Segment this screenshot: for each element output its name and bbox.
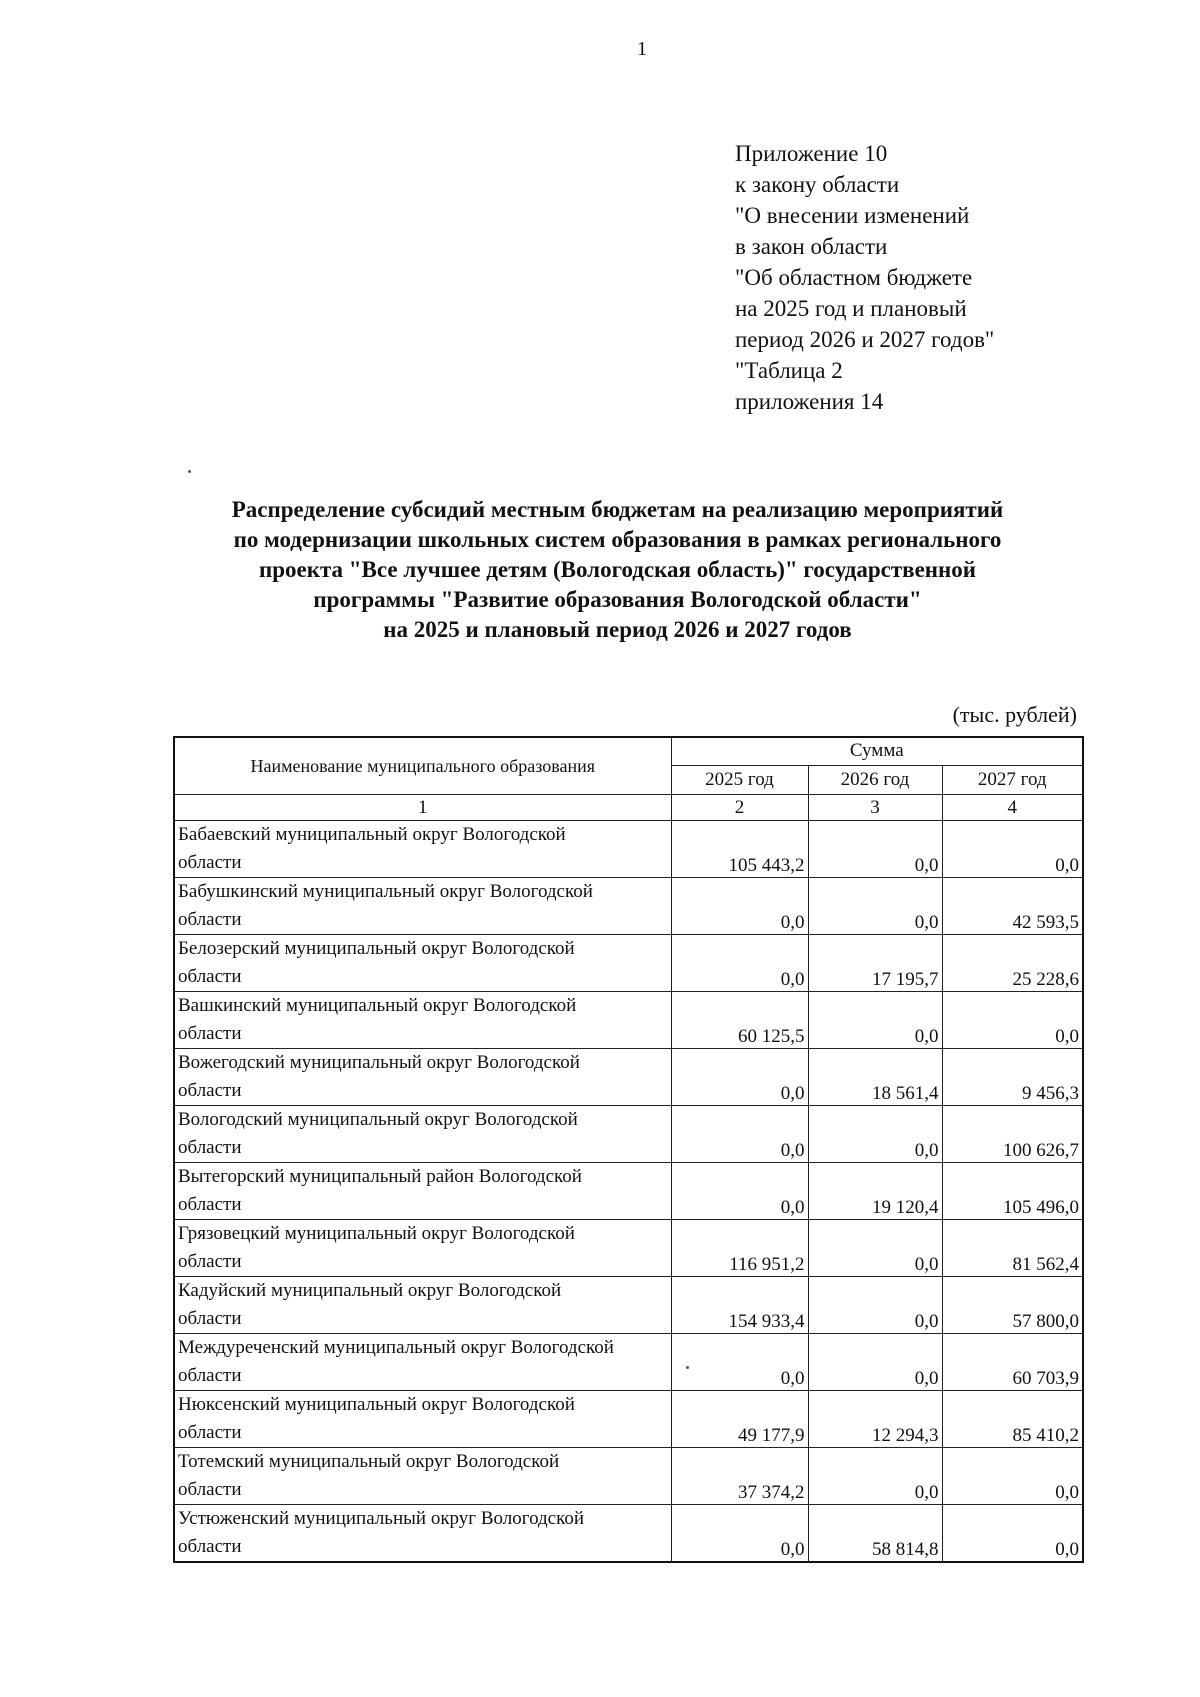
amount-2026: 19 120,4 bbox=[808, 1163, 942, 1220]
amount-2025: 105 443,2 bbox=[671, 821, 808, 878]
municipality-name-line: Белозерский муниципальный округ Вологодской bbox=[178, 938, 575, 959]
amount-2025: 0,0 bbox=[671, 935, 808, 992]
amount-2027: 60 703,9 bbox=[942, 1334, 1083, 1391]
municipality-name-line: области bbox=[178, 1194, 242, 1215]
amount-2026: 0,0 bbox=[808, 992, 942, 1049]
amount-2025: 0,0 bbox=[671, 1163, 808, 1220]
municipality-name bbox=[174, 878, 671, 935]
municipality-name-line: области bbox=[178, 1536, 242, 1557]
municipality-name bbox=[174, 1049, 671, 1106]
amount-2026: 0,0 bbox=[808, 1220, 942, 1277]
amount-2025: 0,0 bbox=[671, 1049, 808, 1106]
table-row bbox=[174, 1448, 1083, 1505]
amount-2025: 0,0 bbox=[671, 1106, 808, 1163]
sum-column-header: Сумма bbox=[671, 737, 1083, 765]
table-row bbox=[174, 878, 1083, 935]
municipality-name-line: области bbox=[178, 1422, 242, 1443]
appendix-line: к закону области bbox=[735, 172, 900, 197]
document-title bbox=[150, 495, 1085, 645]
amount-2026: 0,0 bbox=[808, 1277, 942, 1334]
municipality-name bbox=[174, 992, 671, 1049]
year-2025-header: 2025 год bbox=[671, 765, 808, 794]
title-line: на 2025 и плановый период 2026 и 2027 годов bbox=[383, 617, 852, 642]
table-row bbox=[174, 1049, 1083, 1106]
subsidy-table bbox=[173, 736, 1084, 1563]
table-row bbox=[174, 1220, 1083, 1277]
amount-2027: 0,0 bbox=[942, 1448, 1083, 1505]
column-number: 3 bbox=[808, 795, 942, 821]
municipality-name bbox=[174, 821, 671, 878]
amount-2026: 12 294,3 bbox=[808, 1391, 942, 1448]
amount-2027: 42 593,5 bbox=[942, 878, 1083, 935]
amount-2027: 105 496,0 bbox=[942, 1163, 1083, 1220]
amount-2027: 0,0 bbox=[942, 1505, 1083, 1563]
amount-2026: 0,0 bbox=[808, 1334, 942, 1391]
municipality-name bbox=[174, 1505, 671, 1563]
municipality-name-line: Вологодский муниципальный округ Вологодской bbox=[178, 1109, 578, 1130]
appendix-line: период 2026 и 2027 годов" bbox=[735, 327, 995, 352]
municipality-name-line: Междуреченский муниципальный округ Вологодской bbox=[178, 1337, 614, 1358]
amount-2025: 60 125,5 bbox=[671, 992, 808, 1049]
table-row bbox=[174, 821, 1083, 878]
amount-2026: 0,0 bbox=[808, 821, 942, 878]
amount-2027: 25 228,6 bbox=[942, 935, 1083, 992]
title-line: проекта "Все лучшее детям (Вологодская область)" государственной bbox=[258, 557, 977, 582]
amount-2027: 81 562,4 bbox=[942, 1220, 1083, 1277]
municipality-name-line: области bbox=[178, 1365, 242, 1386]
appendix-line: приложения 14 bbox=[735, 389, 884, 414]
table-row bbox=[174, 1334, 1083, 1391]
municipality-name-line: области bbox=[178, 966, 242, 987]
municipality-name-line: Вытегорский муниципальный район Вологодской bbox=[178, 1166, 582, 1187]
amount-2027: 9 456,3 bbox=[942, 1049, 1083, 1106]
municipality-name-line: области bbox=[178, 852, 242, 873]
amount-2027: 100 626,7 bbox=[942, 1106, 1083, 1163]
municipality-name-line: Грязовецкий муниципальный округ Вологодской bbox=[178, 1223, 575, 1244]
amount-2025: 116 951,2 bbox=[671, 1220, 808, 1277]
municipality-name bbox=[174, 1277, 671, 1334]
appendix-line: в закон области bbox=[735, 234, 888, 259]
appendix-line: Приложение 10 bbox=[735, 141, 888, 166]
scan-speck bbox=[686, 1366, 689, 1369]
municipality-name bbox=[174, 935, 671, 992]
municipality-name-line: Нюксенский муниципальный округ Вологодской bbox=[178, 1394, 575, 1415]
municipality-name-line: области bbox=[178, 1137, 242, 1158]
amount-2026: 0,0 bbox=[808, 1448, 942, 1505]
municipality-name-line: Бабушкинский муниципальный округ Вологодской bbox=[178, 881, 593, 902]
table-row bbox=[174, 1391, 1083, 1448]
amount-2025: 37 374,2 bbox=[671, 1448, 808, 1505]
appendix-line: на 2025 год и плановый bbox=[735, 296, 967, 321]
appendix-line: "Об областном бюджете bbox=[735, 265, 973, 290]
title-line: по модернизации школьных систем образования в рамках регионального bbox=[233, 527, 1002, 552]
amount-2027: 0,0 bbox=[942, 992, 1083, 1049]
municipality-name-line: области bbox=[178, 1479, 242, 1500]
table-row bbox=[174, 1277, 1083, 1334]
amount-2025: 0,0 bbox=[671, 878, 808, 935]
year-2027-header: 2027 год bbox=[942, 765, 1083, 794]
municipality-name bbox=[174, 1334, 671, 1391]
name-column-header: Наименование муниципального образования bbox=[174, 737, 671, 795]
municipality-name-line: области bbox=[178, 1251, 242, 1272]
municipality-name-line: области bbox=[178, 909, 242, 930]
title-line: Распределение субсидий местным бюджетам на реализацию мероприятий bbox=[231, 497, 1004, 522]
municipality-name bbox=[174, 1391, 671, 1448]
amount-2026: 17 195,7 bbox=[808, 935, 942, 992]
column-number: 4 bbox=[942, 795, 1083, 821]
municipality-name bbox=[174, 1448, 671, 1505]
appendix-line: "Таблица 2 bbox=[735, 358, 843, 383]
title-line: программы "Развитие образования Вологодской области" bbox=[313, 587, 922, 612]
municipality-name-line: Тотемский муниципальный округ Вологодской bbox=[178, 1451, 560, 1472]
amount-2026: 0,0 bbox=[808, 878, 942, 935]
page-number: 1 bbox=[637, 38, 647, 60]
municipality-name-line: области bbox=[178, 1308, 242, 1329]
amount-2027: 85 410,2 bbox=[942, 1391, 1083, 1448]
scan-speck bbox=[188, 470, 191, 473]
amount-2026: 0,0 bbox=[808, 1106, 942, 1163]
municipality-name-line: области bbox=[178, 1080, 242, 1101]
column-number: 2 bbox=[671, 795, 808, 821]
appendix-line: "О внесении изменений bbox=[735, 203, 970, 228]
amount-2025: 0,0 bbox=[671, 1334, 808, 1391]
municipality-name-line: Кадуйский муниципальный округ Вологодской bbox=[178, 1280, 562, 1301]
amount-2026: 58 814,8 bbox=[808, 1505, 942, 1563]
amount-2027: 57 800,0 bbox=[942, 1277, 1083, 1334]
municipality-name bbox=[174, 1220, 671, 1277]
amount-2025: 0,0 bbox=[671, 1505, 808, 1563]
table-row bbox=[174, 1505, 1083, 1563]
municipality-name-line: Вашкинский муниципальный округ Вологодской bbox=[178, 995, 577, 1016]
year-2026-header: 2026 год bbox=[808, 765, 942, 794]
units-label: (тыс. рублей) bbox=[952, 702, 1077, 727]
column-number: 1 bbox=[174, 795, 671, 821]
municipality-name-line: Вожегодский муниципальный округ Вологодской bbox=[178, 1052, 580, 1073]
table-row bbox=[174, 935, 1083, 992]
municipality-name-line: Устюженский муниципальный округ Вологодской bbox=[178, 1508, 585, 1529]
municipality-name bbox=[174, 1106, 671, 1163]
municipality-name bbox=[174, 1163, 671, 1220]
amount-2027: 0,0 bbox=[942, 821, 1083, 878]
municipality-name-line: области bbox=[178, 1023, 242, 1044]
amount-2025: 154 933,4 bbox=[671, 1277, 808, 1334]
table-row bbox=[174, 1106, 1083, 1163]
table-row bbox=[174, 1163, 1083, 1220]
table-row bbox=[174, 992, 1083, 1049]
municipality-name-line: Бабаевский муниципальный округ Вологодской bbox=[178, 824, 566, 845]
appendix-header bbox=[735, 138, 1155, 417]
amount-2026: 18 561,4 bbox=[808, 1049, 942, 1106]
amount-2025: 49 177,9 bbox=[671, 1391, 808, 1448]
